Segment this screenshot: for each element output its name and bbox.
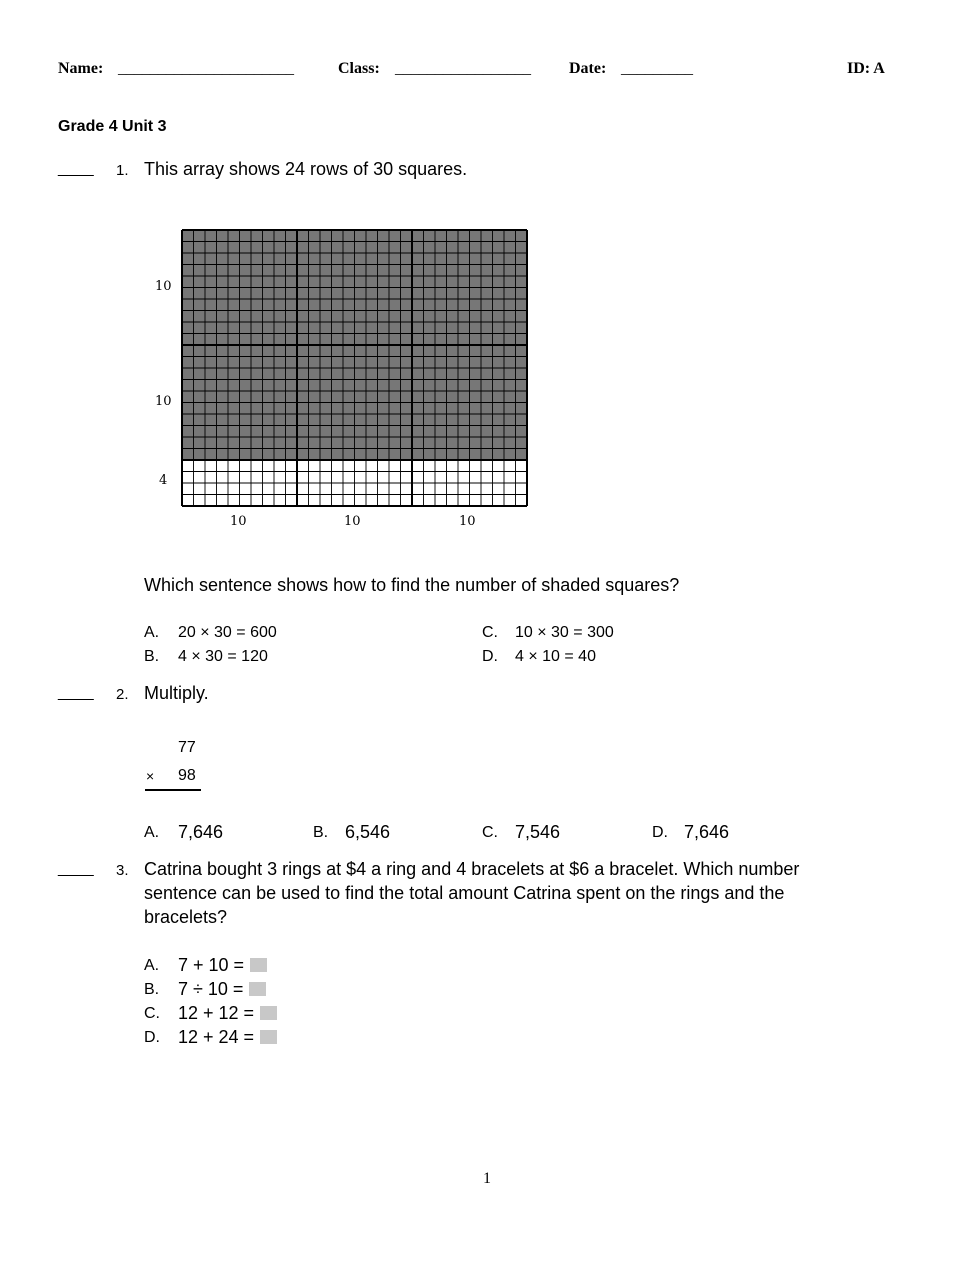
choice-option-b[interactable]: 4 × 30 = 120 [178,648,268,665]
question-number-2: 2. [116,686,129,703]
page-title: Grade 4 Unit 3 [58,118,167,135]
page-number: 1 [483,1170,491,1187]
choice-letter: C. [482,824,498,841]
choice-option-b[interactable] [178,979,266,1000]
question-number-1: 1. [116,162,129,179]
choice-text: 12 + 24 = [178,1027,255,1047]
choice-text: 12 + 12 = [178,1003,255,1023]
choice-letter: C. [144,1005,160,1022]
choice-option-c[interactable]: 7,546 [515,822,561,842]
date-label: Date: [569,60,607,77]
question-text-3-line3: bracelets? [144,907,228,927]
multiply-sign: × [146,768,155,784]
answer-box [260,1006,277,1020]
multiplicand: 77 [178,739,196,756]
choice-letter: D. [144,1029,160,1046]
choice-option-d[interactable] [178,1027,277,1048]
multiplier: 98 [178,767,196,784]
choice-text: 7 + 10 = [178,955,245,975]
choice-letter: A. [144,824,160,841]
name-field[interactable]: ______________________ [118,60,294,77]
col-label: 10 [230,514,247,529]
choice-option-b[interactable]: 6,546 [345,822,391,842]
class-field[interactable]: _________________ [395,60,531,77]
col-label: 10 [459,514,476,529]
area-model-array [150,225,540,540]
col-label: 10 [344,514,361,529]
choice-option-a[interactable]: 20 × 30 = 600 [178,624,277,641]
choice-letter: B. [144,981,160,998]
choice-option-c[interactable]: 10 × 30 = 300 [515,624,614,641]
answer-blank-1[interactable]: ____ [58,160,94,177]
answer-box [249,982,266,996]
question-number-3: 3. [116,862,129,879]
answer-blank-2[interactable]: ____ [58,684,94,701]
date-field[interactable]: _________ [621,60,693,77]
answer-box [250,958,267,972]
choice-letter: D. [482,648,498,665]
name-label: Name: [58,60,104,77]
class-label: Class: [338,60,380,77]
row-label: 4 [159,473,168,488]
answer-box [260,1030,277,1044]
choice-option-d[interactable]: 4 × 10 = 40 [515,648,596,665]
question-text-3: Catrina bought 3 rings at $4 a ring and 4 bracelets at $6 a bracelet. Which number [144,859,800,879]
answer-blank-3[interactable]: ____ [58,860,94,877]
choice-text: 7 ÷ 10 = [178,979,244,999]
choice-option-d[interactable]: 7,646 [684,822,730,842]
choice-letter: B. [313,824,329,841]
choice-letter: B. [144,648,160,665]
id-label: ID: A [847,60,885,77]
choice-option-a[interactable] [178,955,267,976]
row-label: 10 [155,279,172,294]
question-text-2: Multiply. [144,683,209,703]
choice-letter: A. [144,624,160,641]
choice-letter: A. [144,957,160,974]
choice-letter: C. [482,624,498,641]
question-text-1: This array shows 24 rows of 30 squares. [144,159,468,179]
choice-letter: D. [652,824,668,841]
choice-option-c[interactable] [178,1003,277,1024]
question-prompt-1: Which sentence shows how to find the number of shaded squares? [144,575,680,595]
row-label: 10 [155,394,172,409]
choice-option-a[interactable]: 7,646 [178,822,224,842]
question-text-3-line2: sentence can be used to find the total amount Catrina spent on the rings and the [144,883,785,903]
product-line [145,789,201,791]
